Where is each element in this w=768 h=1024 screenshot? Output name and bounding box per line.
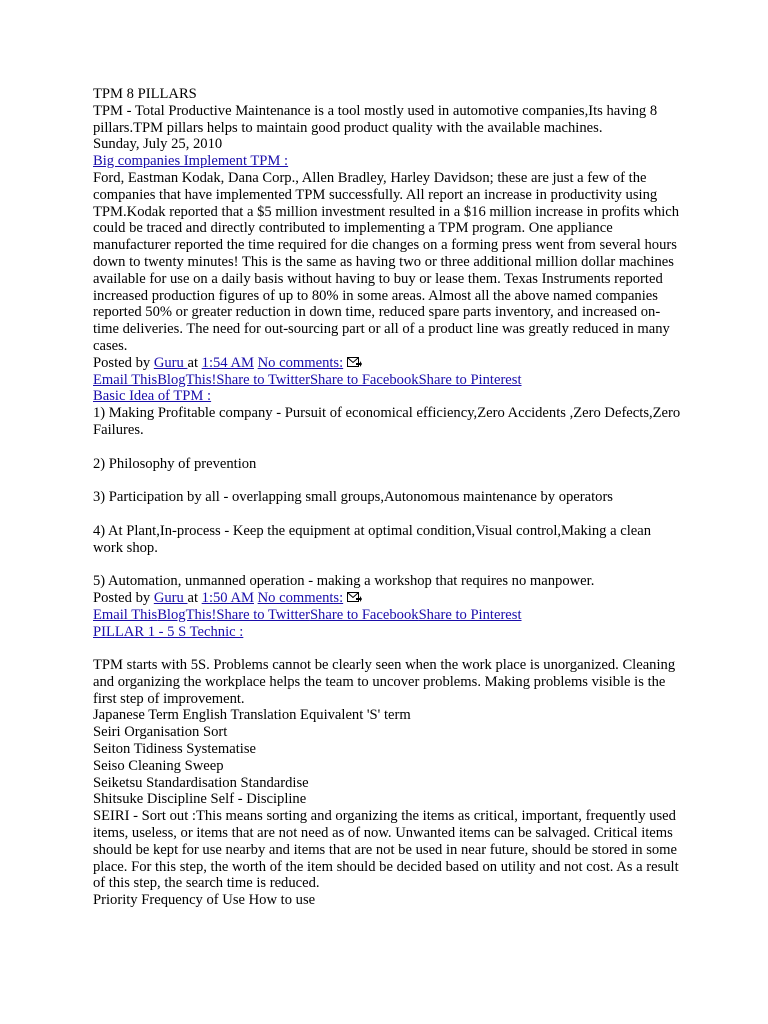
post-intro: TPM starts with 5S. Problems cannot be clearly seen when the work place is unorganized. Cleaning and organizing the workplace helps the team to uncover problems. Making problems visible is the first step of improvement. — [93, 657, 676, 707]
point-item: 2) Philosophy of prevention — [93, 455, 257, 472]
term-table-row: Shitsuke Discipline Self - Discipline — [93, 791, 307, 808]
point-item: 5) Automation, unmanned operation - making a workshop that requires no manpower. — [93, 573, 595, 590]
share-blogthis-link[interactable]: BlogThis! — [157, 606, 217, 623]
share-bar — [93, 607, 683, 624]
term-table-header: Japanese Term English Translation Equivalent 'S' term — [93, 707, 411, 724]
share-blogthis-link[interactable]: BlogThis! — [157, 371, 217, 388]
post — [93, 388, 683, 623]
comments-link[interactable]: No comments: — [257, 589, 344, 606]
timestamp-link[interactable]: 1:54 AM — [201, 354, 254, 371]
comments-link[interactable]: No comments: — [257, 354, 344, 371]
term-table-row: Seiso Cleaning Sweep — [93, 757, 224, 774]
email-post-icon[interactable] — [347, 592, 362, 603]
date-header: Sunday, July 25, 2010 — [93, 136, 223, 153]
point-item: 3) Participation by all - overlapping small groups,Autonomous maintenance by operators — [93, 489, 613, 506]
post-title-link[interactable]: PILLAR 1 - 5 S Technic : — [93, 623, 244, 640]
share-email-link[interactable]: Email This — [93, 371, 158, 388]
timestamp-link[interactable]: 1:50 AM — [201, 589, 254, 606]
share-twitter-link[interactable]: Share to Twitter — [216, 606, 310, 623]
page-title: TPM 8 PILLARS — [93, 86, 197, 102]
share-email-link[interactable]: Email This — [93, 606, 158, 623]
post-footer — [93, 590, 683, 607]
term-table-row: Seiri Organisation Sort — [93, 724, 228, 741]
blog-description: TPM - Total Productive Maintenance is a tool mostly used in automotive companies,Its having 8 pillars.TPM pillars helps to maintain good product quality with the available machines. — [93, 102, 658, 136]
share-bar — [93, 372, 683, 389]
posted-by-label: Posted by — [93, 354, 154, 371]
term-table-row: Seiketsu Standardisation Standardise — [93, 774, 309, 791]
at-label: at — [187, 589, 202, 606]
share-facebook-link[interactable]: Share to Facebook — [309, 606, 419, 623]
share-facebook-link[interactable]: Share to Facebook — [309, 371, 419, 388]
seiri-paragraph: SEIRI - Sort out :This means sorting and organizing the items as critical, important, frequently used items, useless, or items that are not need as of now. Unwanted items can be salvaged. Critical items should be kept for use nearby and items that are not be used in near future, should be stored in some place. For this step, the worth of the item should be decided based on utility and not cost. As a result of this step, the search time is reduced. — [93, 808, 679, 892]
post-title-link[interactable]: Basic Idea of TPM : — [93, 388, 212, 405]
post-body: Ford, Eastman Kodak, Dana Corp., Allen Bradley, Harley Davidson; these are just a few of the companies that have implemented TPM successfully. All report an increase in productivity using TPM.Kodak reported that a $5 million investment resulted in a $16 million increase in profits which could be traced and directly contributed to implementing a TPM program. One appliance manufacturer reported the time required for die changes on a forming press went from several hours down to twenty minutes! This is the same as having two or three additional million dollar machines available for use on a daily basis without having to buy or lease them. Texas Instruments reported increased production figures of up to 80% in some areas. Almost all the above named companies reported 50% or greater reduction in down time, reduced spare parts inventory, and increased on-time deliveries. The need for out-sourcing part or all of a product line was greatly reduced in many cases. — [93, 169, 680, 354]
post — [93, 153, 683, 388]
blog-page — [93, 86, 683, 909]
author-link[interactable]: Guru — [153, 589, 188, 606]
share-twitter-link[interactable]: Share to Twitter — [216, 371, 310, 388]
post-title-link[interactable]: Big companies Implement TPM : — [93, 153, 289, 170]
point-item: 1) Making Profitable company - Pursuit of economical efficiency,Zero Accidents ,Zero Defects,Zero Failures. — [93, 405, 681, 438]
author-link[interactable]: Guru — [153, 354, 188, 371]
share-pinterest-link[interactable]: Share to Pinterest — [418, 606, 522, 623]
post — [93, 624, 683, 910]
point-item: 4) At Plant,In-process - Keep the equipment at optimal condition,Visual control,Making a clean work shop. — [93, 522, 652, 556]
term-table-row: Seiton Tidiness Systematise — [93, 741, 256, 758]
priority-table-header: Priority Frequency of Use How to use — [93, 892, 316, 909]
post-footer — [93, 355, 683, 372]
at-label: at — [187, 354, 202, 371]
share-pinterest-link[interactable]: Share to Pinterest — [418, 371, 522, 388]
email-post-icon[interactable] — [347, 357, 362, 368]
posted-by-label: Posted by — [93, 589, 154, 606]
